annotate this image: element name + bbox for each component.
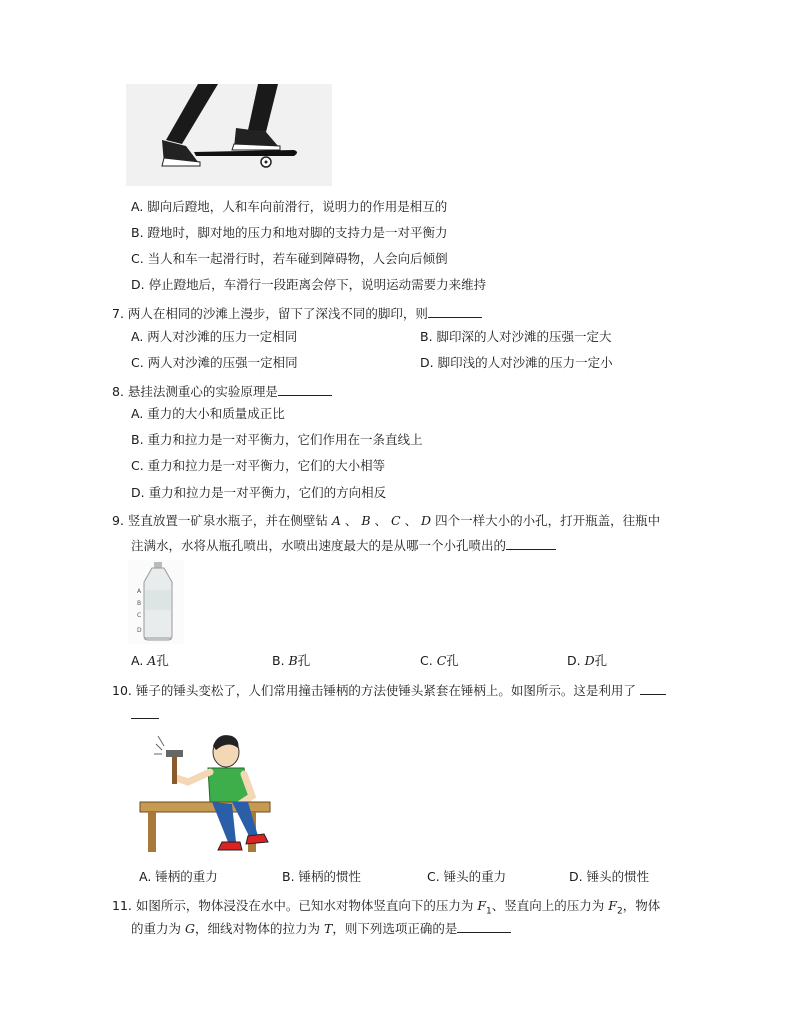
q10-blank-continued bbox=[131, 706, 159, 724]
q11-stem-text-2: 、竖直向上的压力为 bbox=[491, 898, 605, 913]
q10-answer-blank-1 bbox=[640, 682, 666, 695]
q9-stem-text-1: 9. 竖直放置一矿泉水瓶子，并在侧壁钻 bbox=[112, 513, 328, 528]
q7-option-d: D. 脚印浅的人对沙滩的压力一定小 bbox=[420, 355, 613, 370]
q8-option-a: A. 重力的大小和质量成正比 bbox=[131, 406, 285, 421]
q7-stem bbox=[112, 305, 482, 323]
q9-option-d-suffix: 孔 bbox=[594, 653, 608, 668]
q11-t: T bbox=[324, 921, 333, 936]
q11-stem-line1 bbox=[112, 897, 660, 921]
q9-option-a-prefix: A. bbox=[131, 653, 144, 668]
hammer-figure bbox=[136, 724, 280, 862]
q10-option-b: B. 锤柄的惯性 bbox=[282, 869, 362, 884]
q9-option-c-suffix: 孔 bbox=[446, 653, 459, 668]
bottle-label-a: A bbox=[137, 588, 142, 595]
q11-stem-text-6: ，则下列选项正确的是 bbox=[332, 921, 458, 936]
q8-option-d: D. 重力和拉力是一对平衡力，它们的方向相反 bbox=[131, 485, 387, 500]
q9-hole-c: C bbox=[391, 513, 401, 528]
q11-f2-sub: 2 bbox=[616, 906, 623, 917]
bottle-label-c: C bbox=[137, 612, 142, 619]
bottle-label-d: D bbox=[137, 627, 142, 634]
q9-option-a-suffix: 孔 bbox=[156, 653, 169, 668]
q9-hole-d: D bbox=[421, 513, 432, 528]
q9-hole-a: A bbox=[331, 513, 341, 528]
q9-hole-b: B bbox=[361, 513, 371, 528]
q8-stem-text: 8. 悬挂法测重心的实验原理是 bbox=[112, 384, 278, 399]
q7-option-b: B. 脚印深的人对沙滩的压强一定大 bbox=[420, 329, 612, 344]
skateboard-figure bbox=[126, 84, 332, 186]
q7-answer-blank bbox=[428, 305, 482, 318]
q9-option-d bbox=[567, 652, 607, 670]
q11-stem-text-1: 11. 如图所示，物体浸没在水中。已知水对物体竖直向下的压力为 bbox=[112, 898, 474, 913]
q9-option-b-suffix: 孔 bbox=[297, 653, 311, 668]
q9-stem-line2 bbox=[131, 537, 556, 555]
skateboard-drawing bbox=[126, 84, 332, 186]
q9-option-b-prefix: B. bbox=[272, 653, 285, 668]
q9-stem-line1: 9. 竖直放置一矿泉水瓶子，并在侧壁钻 A 、 B 、 C 、 D 四个一样大小的小孔，打开瓶盖，往瓶中 bbox=[112, 513, 661, 528]
q11-stem-text-3: ，物体 bbox=[622, 898, 661, 913]
q6-option-d: D. 停止蹬地后，车滑行一段距离会停下，说明运动需要力来维持 bbox=[131, 277, 487, 292]
q8-option-b: B. 重力和拉力是一对平衡力，它们作用在一条直线上 bbox=[131, 432, 423, 447]
q9-option-d-prefix: D. bbox=[567, 653, 581, 668]
bottle-label-b: B bbox=[137, 600, 142, 607]
q9-option-d-var: D bbox=[584, 653, 595, 668]
q9-option-a bbox=[131, 652, 169, 670]
q9-answer-blank bbox=[506, 537, 556, 550]
bottle-drawing bbox=[128, 560, 184, 644]
q10-answer-blank-2 bbox=[131, 706, 159, 719]
q9-option-b bbox=[272, 652, 310, 670]
q10-option-d: D. 锤头的惯性 bbox=[569, 869, 650, 884]
q6-option-b: B. 蹬地时，脚对地的压力和地对脚的支持力是一对平衡力 bbox=[131, 225, 448, 240]
q7-option-a: A. 两人对沙滩的压力一定相同 bbox=[131, 329, 298, 344]
q7-option-c: C. 两人对沙滩的压强一定相同 bbox=[131, 355, 298, 370]
hammer-drawing bbox=[136, 724, 280, 862]
q10-option-a: A. 锤柄的重力 bbox=[139, 869, 218, 884]
q6-option-c: C. 当人和车一起滑行时，若车碰到障碍物，人会向后倾倒 bbox=[131, 251, 448, 266]
q11-stem-line2 bbox=[131, 920, 511, 938]
q11-f1-sub: 1 bbox=[486, 906, 492, 917]
q10-stem-text: 10. 锤子的锤头变松了，人们常用撞击锤柄的方法使锤头紧套在锤柄上。如图所示。这是利用了 bbox=[112, 683, 636, 698]
q9-stem-text-3: 注满水，水将从瓶孔喷出，水喷出速度最大的是从哪一个小孔喷出的 bbox=[131, 538, 507, 553]
q8-option-c: C. 重力和拉力是一对平衡力，它们的大小相等 bbox=[131, 458, 386, 473]
q11-f2: F bbox=[608, 898, 617, 913]
q6-option-a: A. 脚向后蹬地，人和车向前滑行，说明力的作用是相互的 bbox=[131, 199, 448, 214]
q8-answer-blank bbox=[278, 383, 332, 396]
q7-stem-text: 7. 两人在相同的沙滩上漫步，留下了深浅不同的脚印，则 bbox=[112, 306, 428, 321]
bottle-figure bbox=[128, 560, 184, 644]
q8-stem bbox=[112, 383, 332, 401]
q11-stem-text-5: ，细线对物体的拉力为 bbox=[195, 921, 321, 936]
q11-answer-blank bbox=[457, 920, 511, 933]
q9-option-c-var: C bbox=[436, 653, 447, 668]
q10-option-c: C. 锤头的重力 bbox=[427, 869, 507, 884]
q11-f1: F bbox=[477, 898, 487, 913]
q11-stem-text-4: 的重力为 bbox=[131, 921, 182, 936]
q9-option-c-prefix: C. bbox=[420, 653, 433, 668]
q10-stem bbox=[112, 682, 666, 700]
q9-stem-text-2: 四个一样大小的小孔，打开瓶盖，往瓶中 bbox=[435, 513, 661, 528]
q9-option-a-var: A bbox=[147, 653, 157, 668]
q9-option-b-var: B bbox=[288, 653, 298, 668]
q11-g: G bbox=[185, 921, 195, 936]
q9-option-c bbox=[420, 652, 459, 670]
